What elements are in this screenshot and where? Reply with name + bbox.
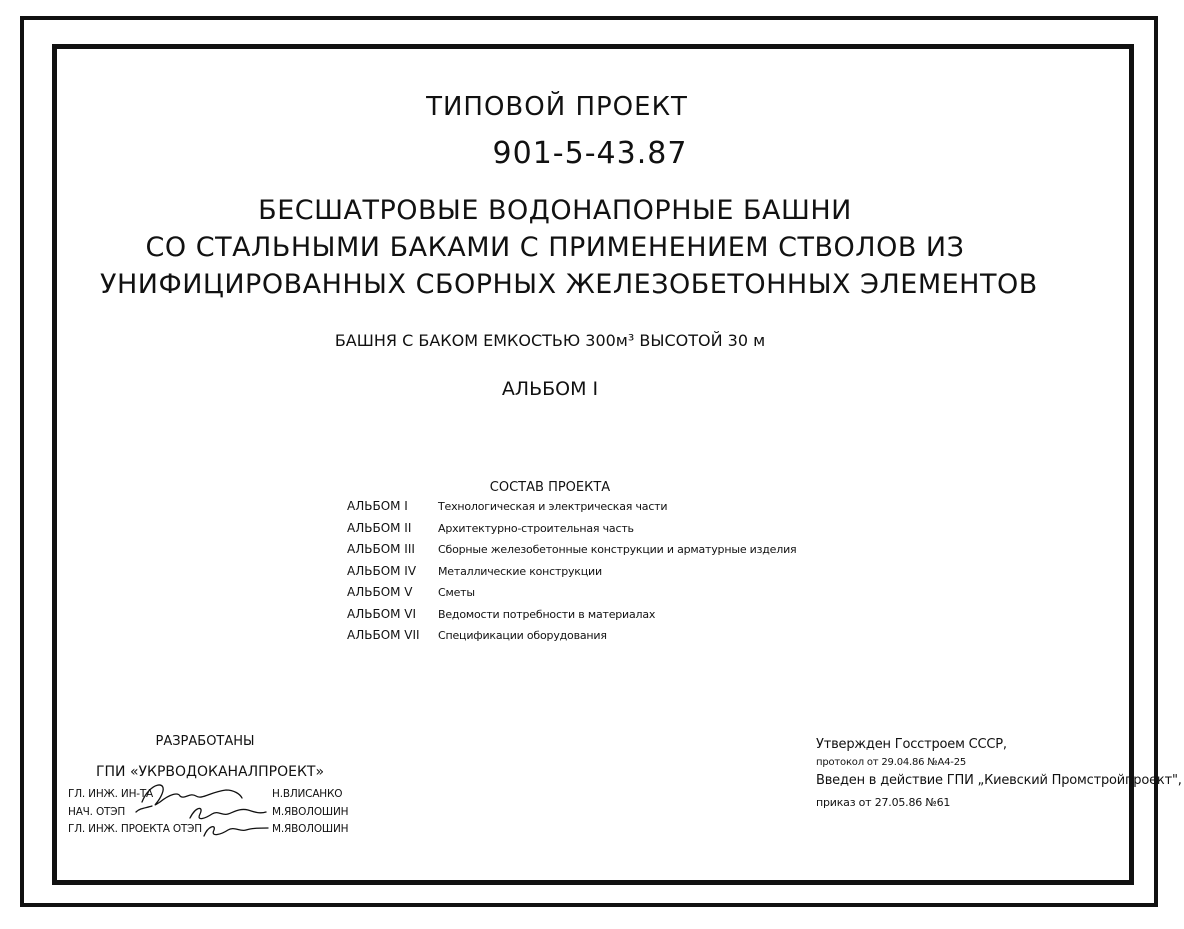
main-title-line-2: СО СТАЛЬНЫМИ БАКАМИ С ПРИМЕНЕНИЕМ СТВОЛОВ ИЗ [145, 232, 965, 263]
composition-title: СОСТАВ ПРОЕКТА [489, 480, 611, 495]
list-item [347, 585, 796, 607]
album-label: АЛЬБОМ V [347, 585, 413, 599]
developer-organization: ГПИ «УКРВОДОКАНАЛПРОЕКТ» [95, 764, 325, 780]
list-item [347, 564, 796, 586]
album-description: Технологическая и электрическая части [438, 500, 668, 513]
list-item [347, 607, 796, 629]
album-label: АЛЬБОМ IV [347, 563, 417, 578]
signer-name: Н.ВЛИСАНКО [272, 788, 343, 800]
list-item [347, 499, 796, 521]
album-description: Спецификации оборудования [438, 629, 607, 642]
album-label: АЛЬБОМ VII [347, 628, 420, 642]
approval-line-4: приказ от 27.05.86 №61 [816, 796, 951, 809]
tower-subtitle: БАШНЯ С БАКОМ ЕМКОСТЬЮ 300м³ ВЫСОТОЙ 30 м [334, 331, 766, 350]
approval-line-3: Введен в действие ГПИ „Киевский Промстройпроект", [816, 773, 1182, 788]
album-label: АЛЬБОМ II [347, 520, 412, 535]
list-item [347, 521, 796, 543]
signer-name: М.ЯВОЛОШИН [272, 823, 349, 835]
main-title-line-3: УНИФИЦИРОВАННЫХ СБОРНЫХ ЖЕЛЕЗОБЕТОННЫХ ЭЛЕМЕНТОВ [100, 269, 1038, 300]
album-description: Сметы [438, 586, 475, 599]
handwritten-signatures [130, 778, 280, 840]
album-label: АЛЬБОМ VI [347, 606, 417, 621]
album-description: Сборные железобетонные конструкции и арматурные изделия [438, 543, 797, 556]
album-description: Архитектурно-строительная часть [438, 521, 634, 535]
album-label: АЛЬБОМ I [347, 499, 408, 513]
main-title-line-1: БЕСШАТРОВЫЕ ВОДОНАПОРНЫЕ БАШНИ [258, 195, 852, 226]
album-description: Ведомости потребности в материалах [438, 607, 656, 621]
project-type: ТИПОВОЙ ПРОЕКТ [426, 92, 688, 122]
signer-role: ГЛ. ИНЖ. ИН-ТА [68, 788, 154, 800]
list-item [347, 628, 796, 650]
project-number: 901-5-43.87 [492, 136, 688, 171]
composition-list [347, 499, 796, 650]
signer-role: НАЧ. ОТЭП [68, 806, 126, 818]
signer-name: М.ЯВОЛОШИН [272, 806, 349, 818]
album-description: Металлические конструкции [438, 564, 602, 578]
list-item [347, 542, 796, 564]
developed-title: РАЗРАБОТАНЫ [155, 734, 255, 749]
album-label: АЛЬБОМ III [347, 542, 415, 556]
signer-role: ГЛ. ИНЖ. ПРОЕКТА ОТЭП [68, 823, 202, 835]
approval-line-1: Утвержден Госстроем СССР, [816, 737, 1007, 752]
approval-line-2: протокол от 29.04.86 №А4-25 [816, 757, 967, 768]
album-number: АЛЬБОМ I [501, 378, 599, 400]
